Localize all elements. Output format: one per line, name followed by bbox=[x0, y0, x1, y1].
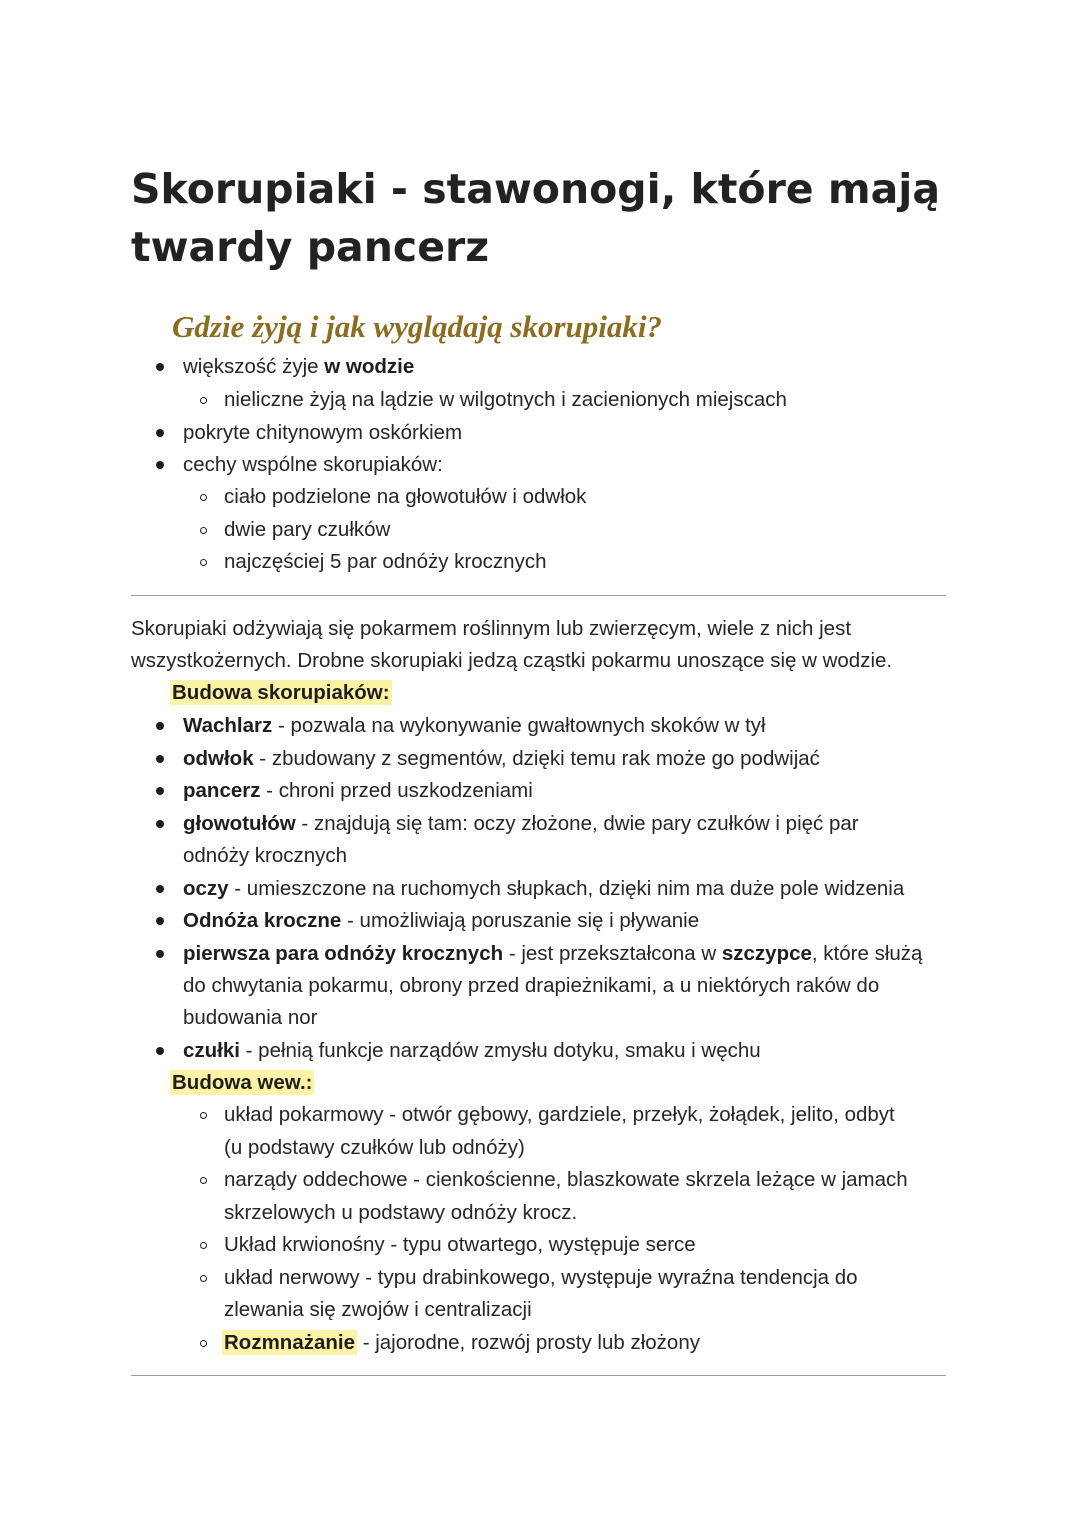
circle-bullet-icon bbox=[200, 559, 207, 566]
bullet-icon bbox=[156, 820, 164, 828]
list-item-continuation: budowania nor bbox=[183, 1006, 318, 1029]
circle-bullet-icon bbox=[200, 397, 207, 404]
list-item: odwłok - zbudowany z segmentów, dzięki temu rak może go podwijać bbox=[183, 747, 820, 770]
bullet-icon bbox=[156, 722, 164, 730]
list-item: Odnóża kroczne - umożliwiają poruszanie się i pływanie bbox=[183, 909, 700, 932]
circle-bullet-icon bbox=[200, 1340, 207, 1347]
list-item: oczy - umieszczone na ruchomych słupkach, dzięki nim ma duże pole widzenia bbox=[183, 877, 905, 900]
list-item: ciało podzielone na głowotułów i odwłok bbox=[224, 485, 587, 508]
circle-bullet-icon bbox=[200, 527, 207, 534]
circle-bullet-icon bbox=[200, 494, 207, 501]
bullet-icon bbox=[156, 917, 164, 925]
bullet-icon bbox=[156, 1047, 164, 1055]
list-item: dwie pary czułków bbox=[224, 518, 391, 541]
list-item: pierwsza para odnóży krocznych - jest przekształcona w szczypce, które służą bbox=[183, 942, 923, 965]
bullet-icon bbox=[156, 755, 164, 763]
list-item: większość żyje w wodzie bbox=[183, 355, 415, 378]
list-item: czułki - pełnią funkcje narządów zmysłu dotyku, smaku i węchu bbox=[183, 1039, 761, 1062]
bullet-icon bbox=[156, 885, 164, 893]
circle-bullet-icon bbox=[200, 1112, 207, 1119]
bullet-icon bbox=[156, 363, 164, 371]
list-item: pancerz - chroni przed uszkodzeniami bbox=[183, 779, 533, 802]
list-item: Rozmnażanie - jajorodne, rozwój prosty lub złożony bbox=[224, 1331, 700, 1354]
bullet-icon bbox=[156, 429, 164, 437]
list-item: Wachlarz - pozwala na wykonywanie gwałtownych skoków w tył bbox=[183, 714, 766, 737]
list-item: układ nerwowy - typu drabinkowego, występuje wyraźna tendencja do bbox=[224, 1266, 858, 1289]
bullet-icon bbox=[156, 787, 164, 795]
list-item-continuation: skrzelowych u podstawy odnóży krocz. bbox=[224, 1201, 578, 1224]
section-heading-structure: Budowa skorupiaków: bbox=[172, 681, 390, 704]
list-item-continuation: odnóży krocznych bbox=[183, 844, 348, 867]
circle-bullet-icon bbox=[200, 1275, 207, 1282]
divider bbox=[131, 1375, 946, 1376]
page-title: Skorupiaki - stawonogi, które mają twardy pancerz bbox=[131, 165, 940, 271]
bullet-icon bbox=[156, 461, 164, 469]
section-heading-internal: Budowa wew.: bbox=[172, 1071, 313, 1094]
paragraph-line: wszystkożernych. Drobne skorupiaki jedzą cząstki pokarmu unoszące się w wodzie. bbox=[131, 649, 893, 672]
list-item-continuation: do chwytania pokarmu, obrony przed drapieżnikami, a u niektórych raków do bbox=[183, 974, 880, 997]
bullet-icon bbox=[156, 950, 164, 958]
list-item: cechy wspólne skorupiaków: bbox=[183, 453, 443, 476]
list-item-continuation: zlewania się zwojów i centralizacji bbox=[224, 1298, 532, 1321]
circle-bullet-icon bbox=[200, 1177, 207, 1184]
list-item: pokryte chitynowym oskórkiem bbox=[183, 421, 463, 444]
paragraph-line: Skorupiaki odżywiają się pokarmem roślinnym lub zwierzęcym, wiele z nich jest bbox=[131, 617, 852, 640]
divider bbox=[131, 595, 946, 596]
section-heading-habitat: Gdzie żyją i jak wyglądają skorupiaki? bbox=[172, 309, 662, 344]
list-item: narządy oddechowe - cienkościenne, blaszkowate skrzela leżące w jamach bbox=[224, 1168, 908, 1191]
list-item: układ pokarmowy - otwór gębowy, gardziele, przełyk, żołądek, jelito, odbyt bbox=[224, 1103, 895, 1126]
list-item: nieliczne żyją na lądzie w wilgotnych i zacienionych miejscach bbox=[224, 388, 787, 411]
circle-bullet-icon bbox=[200, 1242, 207, 1249]
list-item: Układ krwionośny - typu otwartego, występuje serce bbox=[224, 1233, 696, 1256]
list-item: głowotułów - znajdują się tam: oczy złożone, dwie pary czułków i pięć par bbox=[183, 812, 859, 835]
list-item: najczęściej 5 par odnóży krocznych bbox=[224, 550, 547, 573]
list-item-continuation: (u podstawy czułków lub odnóży) bbox=[224, 1136, 525, 1159]
